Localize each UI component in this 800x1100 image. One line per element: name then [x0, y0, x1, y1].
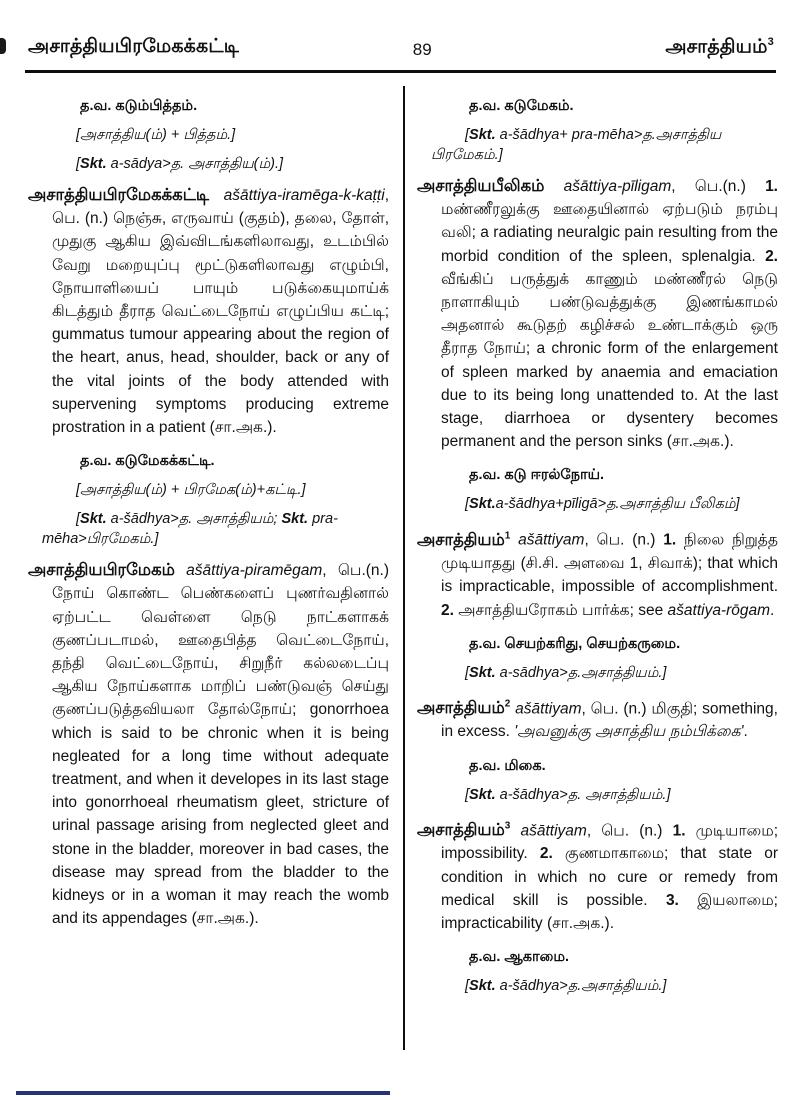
- header-guide-word-right: [665, 36, 774, 60]
- page-number: 89: [412, 40, 432, 60]
- entry-text-segment: 2.: [765, 247, 778, 265]
- entry-transliteration: ašāttiyam: [515, 700, 582, 718]
- header-guide-word-right-sup: 3: [767, 36, 774, 48]
- entry-text-segment: 2.: [539, 845, 553, 863]
- entry-text-segment: 2.: [441, 601, 454, 619]
- header-rule: [25, 70, 776, 73]
- entry-text-segment: 1.: [672, 822, 686, 840]
- etymology-line: [Skt.a-šādhya+pīligā>த.அசாத்திய பீலிகம்]: [465, 496, 740, 513]
- header-guide-word-right-text: அசாத்தியம்: [665, 36, 768, 58]
- etymology-skt-label: Skt.: [469, 978, 496, 995]
- entry-headword: அசாத்தியம்$^3$: [417, 820, 511, 840]
- etymology-line: [Skt. a-sādya>த. அசாத்திய(ம்).]: [76, 156, 284, 172]
- etymology-skt-label: Skt.: [281, 511, 309, 528]
- tamil-equivalent-line: த.வ. கடுமேகம்.: [469, 98, 574, 114]
- entry-headword-superscript: 3: [504, 820, 511, 832]
- entry-text-segment: மண்ணீரலுக்கு ஊதையினால் ஏற்படும் நரம்பு வலி; a radiating neuralgic pain resulting from the morbid condition of the spleen, splenalgia.: [441, 201, 778, 265]
- etymology-skt-label: Skt.: [80, 156, 107, 172]
- entry-headword: அசாத்தியபீலிகம்: [417, 177, 545, 195]
- etymology-line: [Skt. a-sādhya>த.அசாத்தியம்.]: [465, 664, 667, 681]
- entry-transliteration: ašāttiya-pīligam: [563, 178, 672, 195]
- etymology-line: [அசாத்திய(ம்) + பிரமேக(ம்)+கட்டி.]: [76, 482, 306, 499]
- entry-headword-superscript: 2: [504, 698, 511, 710]
- etymology-line: [Skt. a-šādhya+ pra-mēha>த.அசாத்திய பிரமேகம்.]: [431, 127, 722, 163]
- entry-text-segment: 3.: [665, 891, 679, 909]
- dictionary-entry: [28, 184, 389, 439]
- etymology-line: [Skt. a-šādhya>த. அசாத்தியம்.]: [465, 786, 671, 803]
- entry-transliteration: ašāttiya-piramēgam: [186, 562, 323, 580]
- entry-headword: அசாத்தியபிரமேகம்: [28, 561, 175, 580]
- entry-headword: அசாத்தியம்$^2$: [417, 698, 511, 718]
- column-left: [28, 84, 403, 1082]
- entry-text-segment: முடியாமை; impossibility.: [441, 822, 778, 863]
- scan-bottom-bar-artifact: [16, 1091, 390, 1095]
- etymology-skt-label: Skt.: [469, 786, 496, 803]
- dictionary-entry: [417, 693, 778, 744]
- etymology-skt-label: Skt.: [469, 664, 496, 681]
- etymology-line: [அசாத்திய(ம்) + பித்தம்.]: [76, 127, 236, 143]
- entry-text-segment: ašattiya-rōgam: [667, 601, 771, 619]
- entry-text-segment: .: [770, 601, 775, 619]
- entry-text-segment: , பெ. (n.) நெஞ்சு, எருவாய் (குதம்), தலை, தோள், முதுகு ஆகிய இவ்விடங்களிலாவது, உடம்பில் வேறு மறையுப்பு மூட்டுகளிலாவது எழும்பி, நோயாளியைப் பாயும் படுக்கையுமாய்க் கிடத்தும் தீராத வெட்டைநோய் எழுப்பிய கட்டி; gummatus tumour appearing about the region of the heart, anus, head, shoulder, back or any of the vital joints of the body attended with supervening symptoms producing extreme prostration in a patient (சா.அக.).: [52, 187, 389, 437]
- tamil-equivalent-line: த.வ. கடுமேகக்கட்டி.: [80, 453, 215, 470]
- entry-text-segment: நிலை நிறுத்த முடியாதது (சி.சி. அளவை 1, சிவாக்); that which is impracticable, impossible of accomplishment.: [441, 531, 778, 596]
- entry-text-segment: , பெ. (n.): [584, 531, 664, 549]
- entry-transliteration: ašāttiya-iramēga-k-kaṭṭi: [223, 187, 385, 204]
- dictionary-entry: [28, 559, 389, 930]
- tamil-equivalent-line: த.வ. செயற்கரிது, செயற்கருமை.: [469, 635, 681, 652]
- tamil-equivalent-line: த.வ. கடு ஈரல்நோய்.: [469, 467, 605, 484]
- etymology-skt-label: Skt.: [469, 496, 496, 513]
- entry-text-segment: இயலாமை; impracticability (சா.அக.).: [441, 891, 778, 932]
- scan-edge-artifact: [0, 38, 6, 54]
- entry-text-segment: , பெ. (n.) மிகுதி; something, in excess.: [441, 700, 778, 741]
- etymology-skt-label: Skt.: [80, 511, 107, 528]
- entry-text-segment: , பெ. (n.): [586, 822, 673, 840]
- entry-text-segment: குணமாகாமை; that state or condition in which no cure or remedy from medical skill is possible.: [441, 845, 778, 909]
- column-divider: [403, 86, 405, 1050]
- entry-text-segment: அசாத்தியரோகம் பார்க்க; see: [453, 601, 668, 619]
- dictionary-entry: [417, 815, 778, 936]
- header-guide-word-left: அசாத்தியபிரமேகக்கட்டி: [28, 36, 240, 58]
- entry-text-segment: 1.: [765, 178, 778, 195]
- dictionary-entry: [417, 175, 778, 453]
- entry-text-segment: , பெ.(n.): [671, 178, 766, 195]
- entry-text-segment: 'அவனுக்கு அசாத்திய நம்பிக்கை': [514, 723, 744, 741]
- page-header: [28, 36, 774, 60]
- entry-text-segment: வீங்கிப் பருத்துக் காணும் மண்ணீரல் நெடு நாளாகியும் பண்டுவத்துக்கு இணங்காமல் அதனால் கூடுதற் கழிச்சல் உண்டாக்கும் ஒரு தீராத நோய்; a chronic form of the enlargement of spleen marked by anaemia and emaciation due to its being long unattended to. At the last stage, diarrhoea or dysentery becomes permanent and the person sinks (சா.அக.).: [441, 270, 778, 451]
- tamil-equivalent-line: த.வ. கடும்பித்தம்.: [80, 98, 198, 114]
- entry-text-segment: .: [743, 723, 748, 741]
- tamil-equivalent-line: த.வ. மிகை.: [469, 757, 546, 774]
- etymology-line: [Skt. a-šādhya>த. அசாத்தியம்; Skt. pra-mēha>பிரமேகம்.]: [42, 511, 338, 548]
- tamil-equivalent-line: த.வ. ஆகாமை.: [469, 949, 570, 966]
- text-columns: [28, 84, 778, 1082]
- entry-transliteration: ašāttiyam: [520, 822, 587, 840]
- dictionary-entry: [417, 524, 778, 621]
- entry-headword: அசாத்தியபிரமேகக்கட்டி: [28, 186, 210, 204]
- entry-transliteration: ašāttiyam: [518, 531, 585, 549]
- etymology-skt-label: Skt.: [469, 127, 496, 143]
- etymology-line: [Skt. a-šādhya>த.அசாத்தியம்.]: [465, 978, 667, 995]
- entry-text-segment: , பெ.(n.) நோய் கொண்ட பெண்களைப் புணர்வதினால் ஏற்பட்ட வெள்ளை நெடு நாட்களாகக் குணப்படாமல், ஊதைபித்த வெட்டைநோய், தந்தி வெட்டைநோய், சிறுநீர் கல்லடைப்பு ஆகிய நோய்களாக மாறிப் பண்டுவஞ் செய்து குணப்படுத்தவியலா தோல்நோய்; gonorrhoea which is said to be chronic when it is being negleated for a long time without adequate treatment, and when it developes in its last stage into gonorrhoeal rheumatism gleet, stricture of urinal passage arising from neglected gleet and stone in the bladder, moreover in bad cases, the disease may spread from the bladder to the kidneys or in a woman it may reach the womb and its appendages (சா.அக.).: [52, 562, 389, 928]
- entry-text-segment: 1.: [663, 531, 677, 549]
- entry-headword: அசாத்தியம்$^1$: [417, 530, 511, 549]
- column-right: [403, 84, 778, 1082]
- entry-headword-superscript: 1: [504, 530, 511, 542]
